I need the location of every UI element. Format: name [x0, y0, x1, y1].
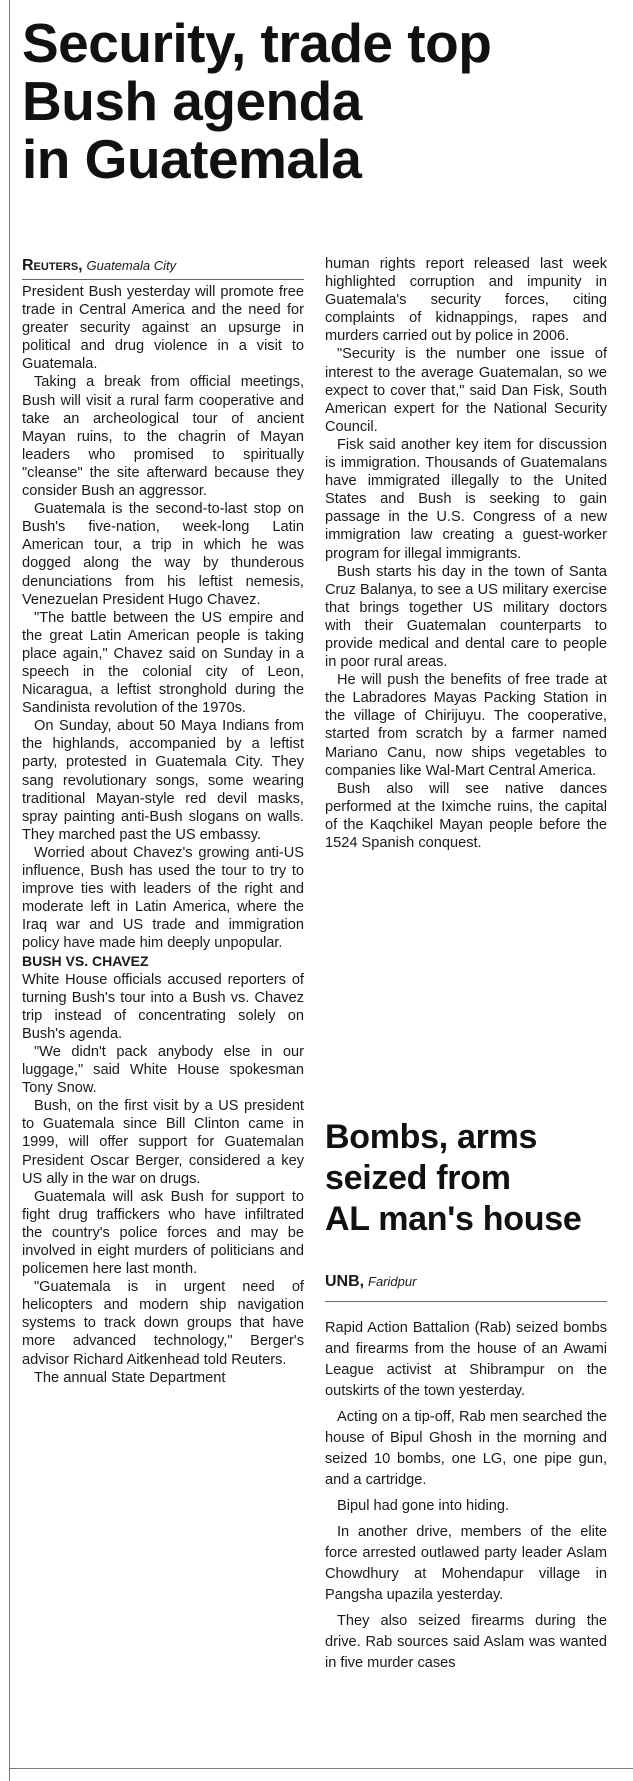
paragraph: President Bush yesterday will promote free trade in Central America and the need for greater security against an upsurge in political and drug violence in a visit to Guatemala. — [22, 284, 304, 373]
paragraph: He will push the benefits of free trade at the Labradores Mayas Packing Station in the village of Chirijuyu. The cooperative, started from scratch by a farmer named Mariano Canu, now ships vegetables to companies like Wal-Mart Central America. — [325, 672, 607, 779]
paragraph: Guatemala will ask Bush for support to fight drug traffickers who have infiltrated the country's police forces and may be involved in eight murders of politicians and policemen here last month. — [22, 1188, 304, 1278]
paragraph: Bush, on the first visit by a US president to Guatemala since Bill Clinton came in 1999, will offer support for Guatemalan President Oscar Berger, considered a key US ally in the war on drugs. — [22, 1098, 304, 1187]
paragraph: On Sunday, about 50 Maya Indians from the highlands, accompanied by a leftist party, protested in Guatemala City. They sang revolutionary songs, some wearing traditional Mayan-style red devil masks, spray painting anti-Bush slogans on walls. They marched past the US embassy. — [22, 718, 304, 843]
paragraph: "The battle between the US empire and the great Latin American people is taking place again," Chavez said on Sunday in a speech in the colonial city of Leon, Nicaragua, a leftist stronghold during the Sandinista revolution of the 1970s. — [22, 609, 304, 717]
byline-agency: Reuters, — [22, 257, 83, 274]
paragraph: Fisk said another key item for discussion is immigration. Thousands of Guatemalans have immigrated illegally to the United States and Bush is seeking to gain passage in the U.S. Congress of a new immigration law creating a guest-worker program for illegal immigrants. — [325, 436, 607, 562]
story1-right-column — [325, 255, 607, 852]
headline-line: Bombs, arms — [325, 1118, 538, 1156]
paragraph: They also seized firearms during the drive. Rab sources said Aslam was wanted in five murder cases — [325, 1613, 607, 1671]
byline-agency: UNB, — [325, 1273, 365, 1290]
paragraph: "Security is the number one issue of interest to the average Guatemalan, so we expect to cover that," said Dan Fisk, South American expert for the National Security Council. — [325, 346, 607, 435]
byline-place: Faridpur — [368, 1274, 417, 1289]
story2-byline — [325, 1272, 607, 1302]
paragraph: White House officials accused reporters of turning Bush's tour into a Bush vs. Chavez trip instead of concentrating solely on Bush's agenda. — [22, 971, 304, 1042]
story2-body — [325, 1318, 607, 1679]
story2-headline — [325, 1117, 615, 1240]
paragraph: In another drive, members of the elite force arrested outlawed party leader Aslam Chowdhury at Mohendapur village in Pangsha upazila yesterday. — [325, 1524, 607, 1603]
paragraph: The annual State Department — [34, 1369, 226, 1386]
subheading: BUSH VS. CHAVEZ — [22, 953, 149, 970]
headline-line: seized from — [325, 1159, 511, 1197]
headline-line: AL man's house — [325, 1200, 582, 1238]
story1-body-right — [325, 255, 607, 852]
headline-line: Security, trade top — [22, 12, 492, 74]
paragraph: Bush also will see native dances performed at the Iximche ruins, the capital of the Kaqchikel Mayan people before the 1524 Spanish conquest. — [325, 780, 607, 851]
story1-body-left — [22, 283, 304, 1387]
paragraph: Bush starts his day in the town of Santa Cruz Balanya, to see a US military exercise that brings together US military doctors with their Guatemalan counterparts to provide medical and dental care to people in poor rural areas. — [325, 563, 607, 671]
paragraph: Worried about Chavez's growing anti-US influence, Bush has used the tour to try to improve ties with leaders of the right and moderate left in Latin America, where the Iraq war and US trade and immigration policy have made him deeply unpopular. — [22, 844, 304, 952]
story1-byline — [22, 256, 304, 280]
paragraph: Taking a break from official meetings, Bush will visit a rural farm cooperative and take an archeological tour of ancient Mayan ruins, to the chagrin of Mayan leaders who promised to spiritually "cleanse" the site afterward because they consider Bush an aggressor. — [22, 374, 304, 500]
headline-line: Bush agenda — [22, 70, 362, 132]
bottom-rule — [9, 1768, 633, 1769]
story1-headline — [22, 14, 627, 188]
paragraph: "We didn't pack anybody else in our luggage," said White House spokesman Tony Snow. — [22, 1043, 304, 1097]
paragraph: Rapid Action Battalion (Rab) seized bombs and firearms from the house of an Awami League activist at Shibrampur on the outskirts of the town yesterday. — [325, 1320, 607, 1399]
paragraph: human rights report released last week highlighted corruption and impunity in Guatemala's security forces, citing complaints of kidnappings, rapes and murders carried out by police in 2006. — [325, 256, 607, 345]
story1-left-column — [22, 256, 304, 1387]
paragraph: Acting on a tip-off, Rab men searched the house of Bipul Ghosh in the morning and seized 10 bombs, one LG, one pipe gun, and a cartridge. — [325, 1409, 607, 1488]
paragraph: "Guatemala is in urgent need of helicopters and modern ship navigation systems to track down groups that have more advanced technology," Berger's advisor Richard Aitkenhead told Reuters. — [22, 1279, 304, 1368]
paragraph: Bipul had gone into hiding. — [337, 1498, 510, 1514]
headline-line: in Guatemala — [22, 128, 362, 190]
byline-place: Guatemala City — [86, 258, 177, 273]
left-column-rule — [9, 0, 10, 1781]
paragraph: Guatemala is the second-to-last stop on Bush's five-nation, week-long Latin American tour, a trip in which he was dogged along the way by thunderous denunciations from his leftist nemesis, Venezuelan President Hugo Chavez. — [22, 501, 304, 608]
